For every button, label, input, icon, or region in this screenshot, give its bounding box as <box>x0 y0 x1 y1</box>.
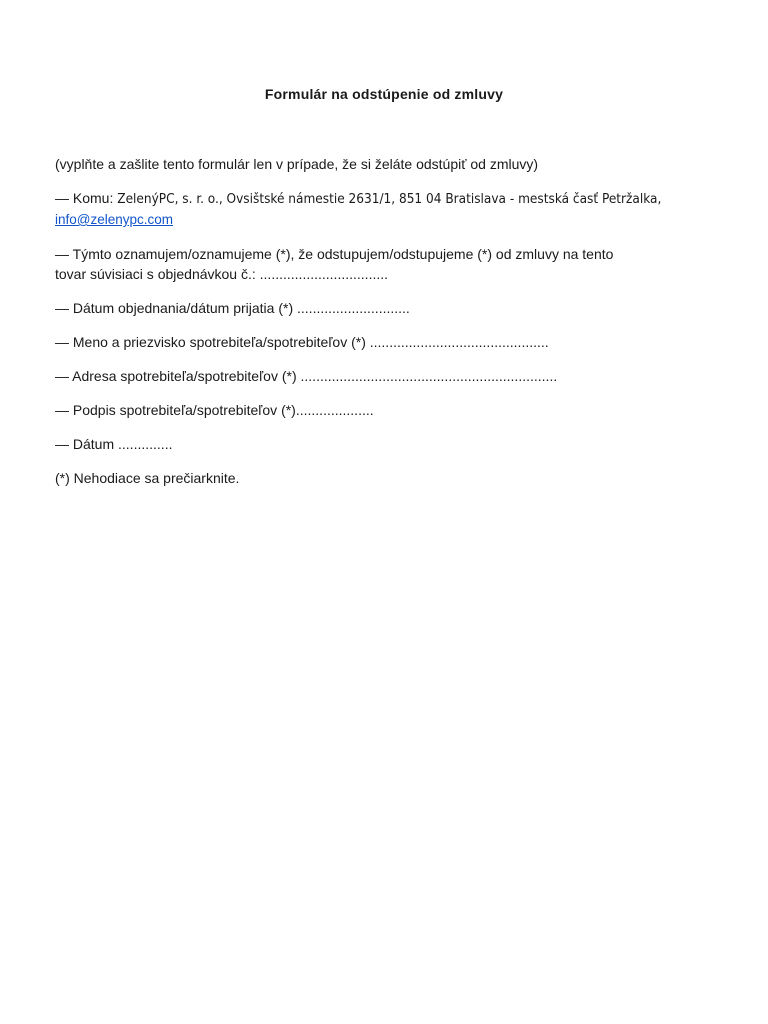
recipient-block <box>55 188 695 230</box>
recipient-email-link[interactable]: info@zelenypc.com <box>55 212 174 227</box>
consumer-name-line: — Meno a priezvisko spotrebiteľa/spotrebiteľov (*) .............................................. <box>55 334 549 350</box>
consumer-signature-line: — Podpis spotrebiteľa/spotrebiteľov (*).................... <box>55 402 374 418</box>
recipient-prefix: — Komu: <box>55 190 114 206</box>
withdrawal-notice <box>55 244 695 284</box>
date-line: — Dátum .............. <box>55 436 173 452</box>
footnote: (*) Nehodiace sa prečiarknite. <box>55 470 240 486</box>
recipient-address: ZelenýPC, s. r. o., Ovsištské námestie 2631/1, 851 04 Bratislava - mestská časť Petržalka, <box>117 191 662 207</box>
consumer-address-line: — Adresa spotrebiteľa/spotrebiteľov (*) .................................................................. <box>55 368 558 384</box>
notice-line-2: tovar súvisiaci s objednávkou č.: ................................. <box>55 266 389 282</box>
document-title: Formulár na odstúpenie od zmluvy <box>264 86 504 102</box>
order-date-line: — Dátum objednania/dátum prijatia (*) ............................. <box>55 300 410 316</box>
notice-line-1: — Týmto oznamujem/oznamujeme (*), že odstupujem/odstupujeme (*) od zmluvy na tento <box>55 246 614 262</box>
document-body <box>55 154 695 502</box>
intro-text: (vyplňte a zašlite tento formulár len v prípade, že si želáte odstúpiť od zmluvy) <box>55 156 539 172</box>
